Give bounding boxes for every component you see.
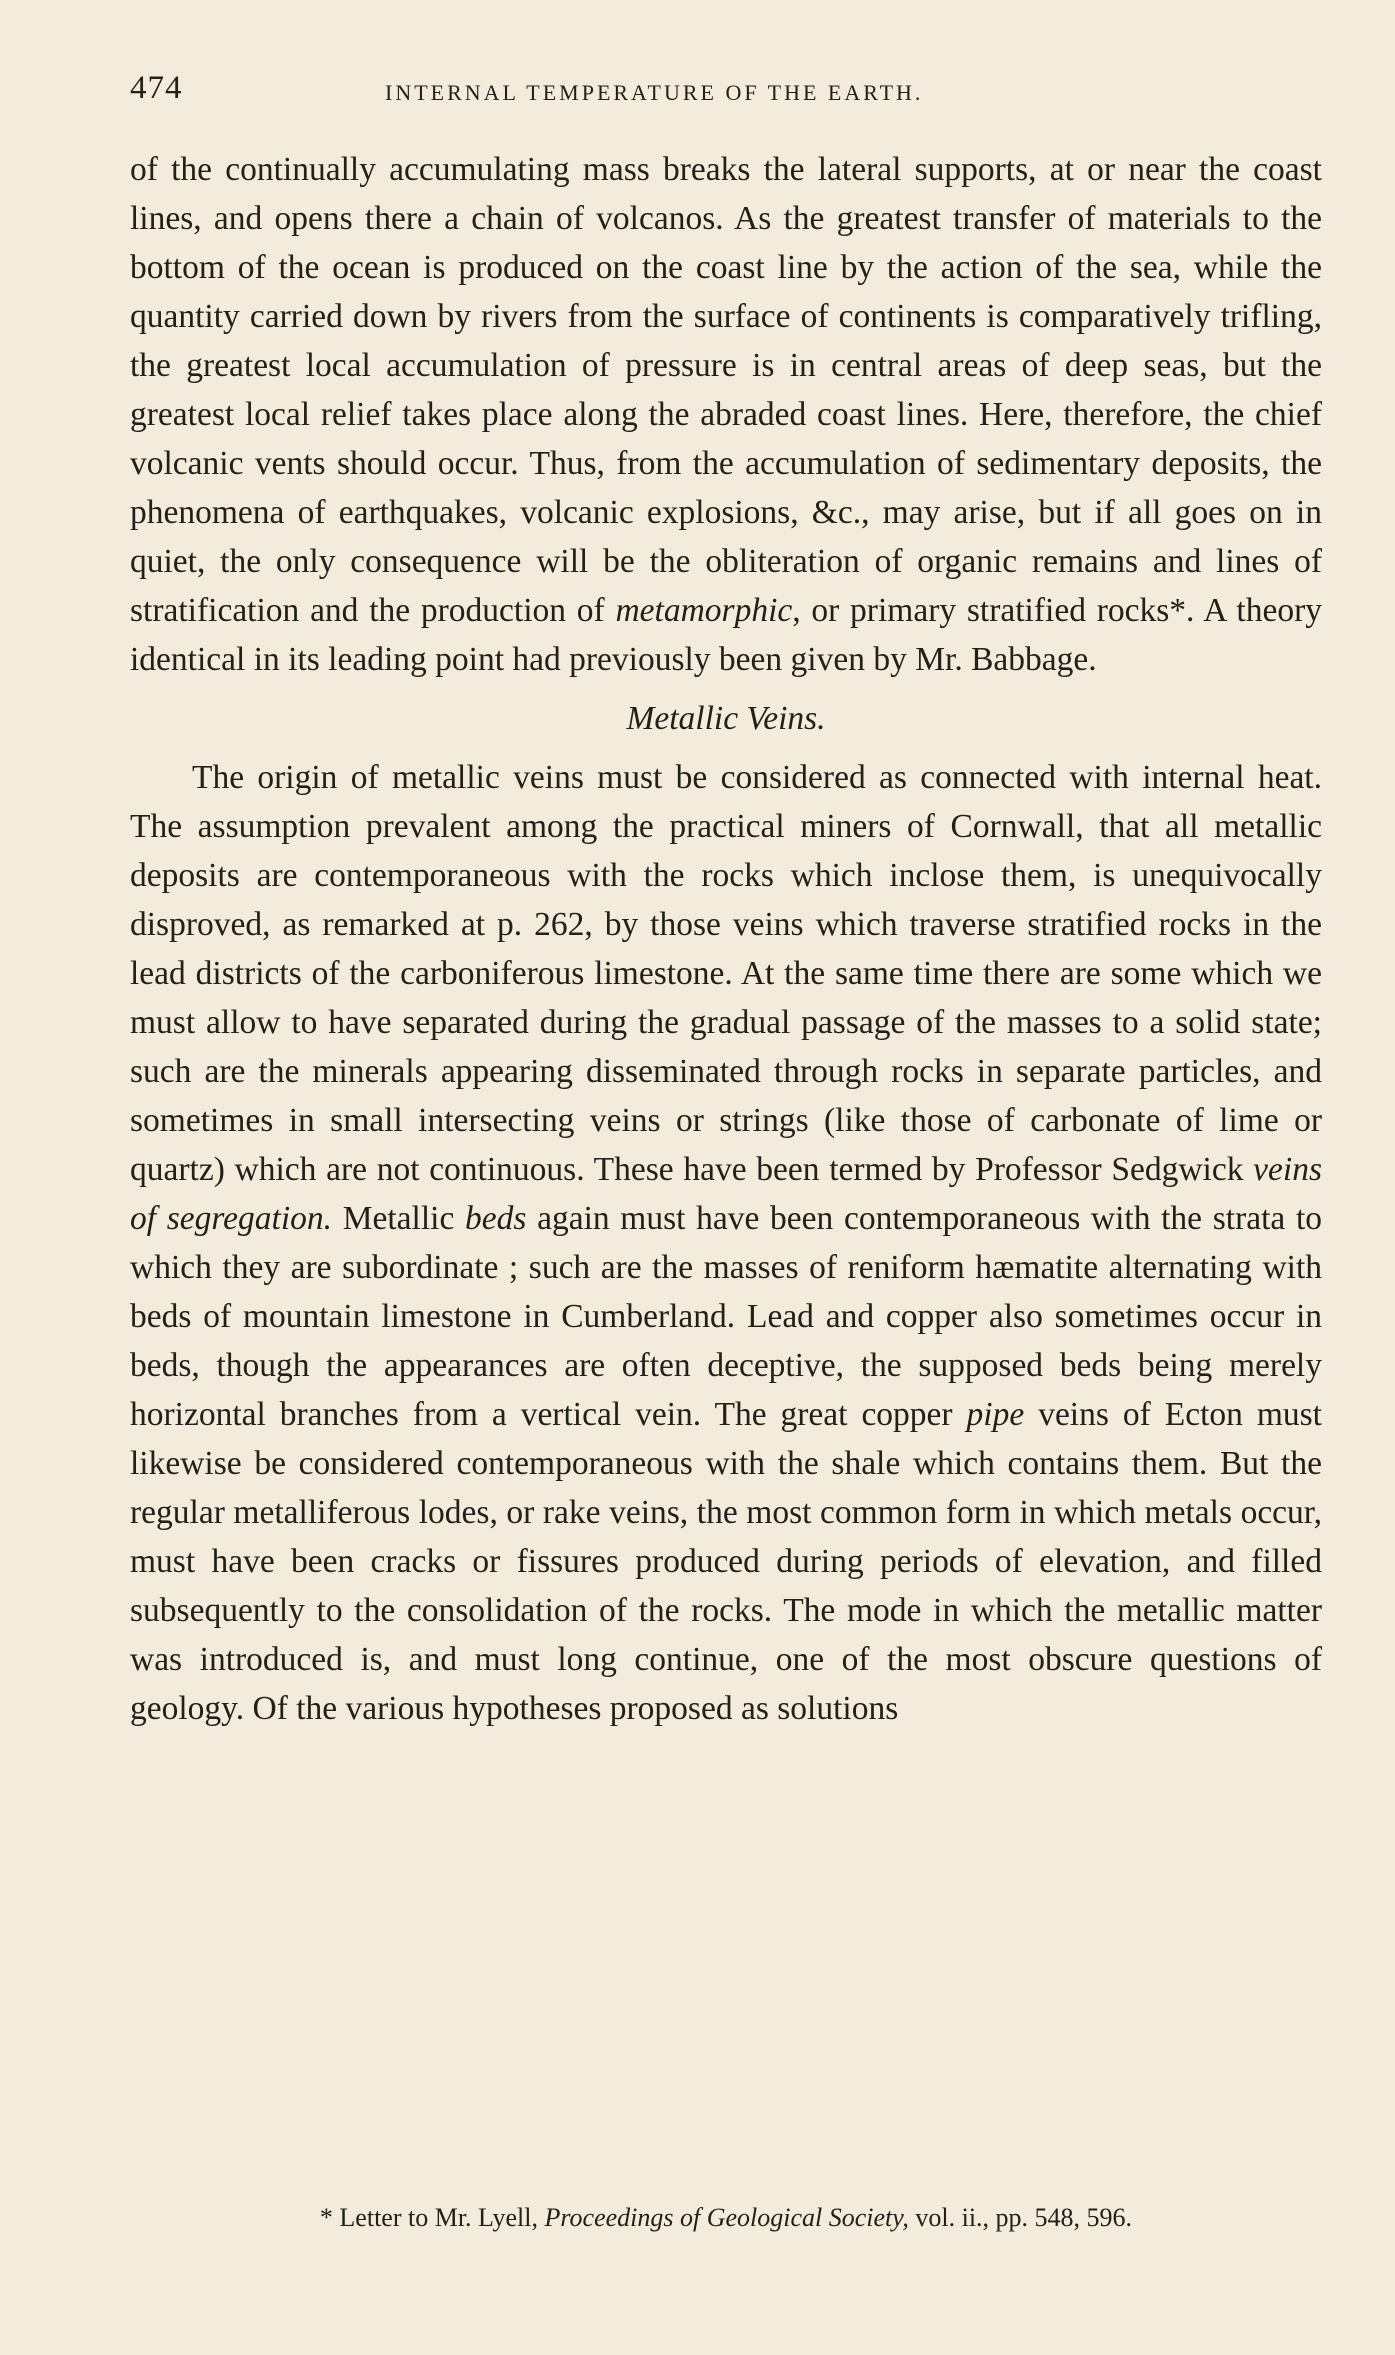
paragraph-1-text-b: , or primary stratified rocks*. A theory identical in its leading point had previously been given by Mr. Babbage. (130, 592, 1322, 678)
paragraph-2-text-a: The origin of metallic veins must be considered as connected with internal heat. The assumption prevalent among the practical miners of Cornwall, that all metallic deposits are contemporaneous with the rocks which inclose them, is unequivocally disproved, as remarked at p. 262, by those veins which traverse stratified rocks in the lead districts of the carboniferous limestone. At the same time there are some which we must allow to have separated during the gradual passage of the masses to a solid state; such are the minerals appearing disseminated through rocks in separate particles, and sometimes in small intersecting veins or strings (like those of carbonate of lime or quartz) which are not continuous. These have been termed by Professor Sedgwick (130, 759, 1322, 1188)
paragraph-1-italic-metamorphic: metamorphic (615, 592, 793, 629)
paragraph-metallic-veins (130, 753, 1322, 1733)
paragraph-continued (130, 145, 1322, 684)
paragraph-1-text-a: of the continually accumulating mass breaks the lateral supports, at or near the coast lines, and opens there a chain of volcanos. As the greatest transfer of materials to the bottom of the ocean is produced on the coast line by the action of the sea, while the quantity carried down by rivers from the surface of continents is comparatively trifling, the greatest local accumulation of pressure is in central areas of deep seas, but the greatest local relief takes place along the abraded coast lines. Here, therefore, the chief volcanic vents should occur. Thus, from the accumulation of sedimentary deposits, the phenomena of earthquakes, volcanic explosions, &c., may arise, but if all goes on in quiet, the only consequence will be the obliteration of organic remains and lines of stratification and the production of (130, 151, 1322, 629)
paragraph-2-italic-pipe: pipe (966, 1396, 1025, 1433)
paragraph-2-italic-veins-of-segregation: veins of segregation. (130, 1151, 1322, 1237)
paragraph-2-italic-beds: beds (465, 1200, 527, 1237)
body-text (130, 145, 1322, 1733)
footnote (130, 2200, 1322, 2236)
footnote-text-a: * Letter to Mr. Lyell, (319, 2203, 545, 2232)
section-heading: Metallic Veins. (626, 700, 826, 737)
page-number: 474 (130, 70, 183, 106)
running-header (130, 70, 1320, 110)
paragraph-2-text-b: Metallic (332, 1200, 466, 1237)
paragraph-2-text-d: veins of Ecton must likewise be considered contemporaneous with the shale which contains them. But the regular metalliferous lodes, or rake veins, the most common form in which metals occur, must have been cracks or fissures produced during periods of elevation, and filled subsequently to the consolidation of the rocks. The mode in which the metallic matter was introduced is, and must long continue, one of the most obscure questions of geology. Of the various hypotheses proposed as solutions (130, 1396, 1322, 1727)
footnote-text-b: vol. ii., pp. 548, 596. (908, 2203, 1133, 2232)
footnote-italic-journal: Proceedings of Geological Society, (544, 2203, 909, 2232)
running-title: INTERNAL TEMPERATURE OF THE EARTH. (385, 80, 924, 105)
paragraph-2-text-c: again must have been contemporaneous with the strata to which they are subordinate ; such are the masses of reniform hæmatite alternating with beds of mountain limestone in Cumberland. Lead and copper also sometimes occur in beds, though the appearances are often deceptive, the supposed beds being merely horizontal branches from a vertical vein. The great copper (130, 1200, 1322, 1433)
